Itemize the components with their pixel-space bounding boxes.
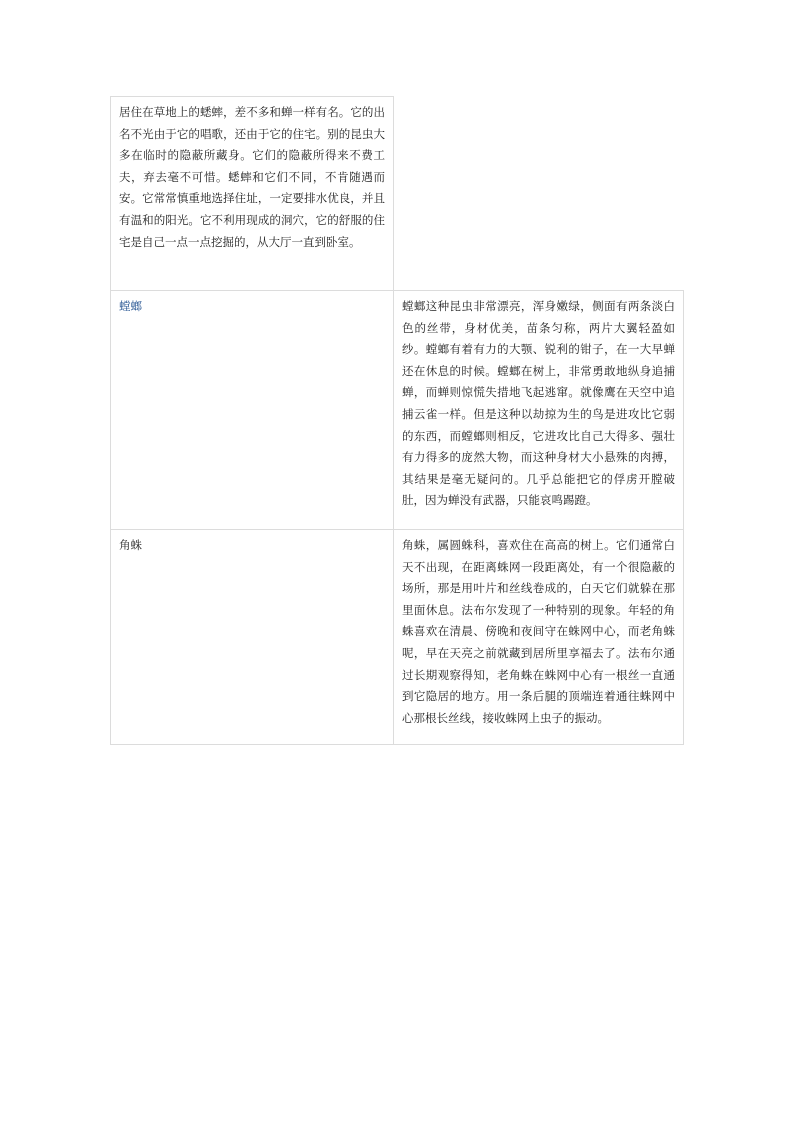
table-cell-spider-description — [393, 529, 684, 745]
mantis-name-link[interactable]: 螳螂 — [119, 299, 142, 313]
table-cell-spider-name — [110, 529, 394, 745]
table-cell-mantis-name — [110, 290, 394, 530]
table-cell-cricket-description — [110, 96, 394, 291]
table-cell-mantis-description — [393, 290, 684, 530]
spider-description-text: 角蛛，属圆蛛科，喜欢住在高高的树上。它们通常白天不出现，在距离蛛网一段距离处，有一个很隐蔽的场所，那是用叶片和丝线卷成的，白天它们就躲在那里面休息。法布尔发现了一种特别的现象。年轻的角蛛喜欢在清晨、傍晚和夜间守在蛛网中心，而老角蛛呢，早在天亮之前就藏到居所里享福去了。法布尔通过长期观察得知，老角蛛在蛛网中心有一根丝一直通到它隐居的地方。用一条后腿的顶端连着通往蛛网中心那根长丝线，接收蛛网上虫子的振动。 — [402, 538, 675, 725]
cricket-description-text: 居住在草地上的蟋蟀，差不多和蝉一样有名。它的出名不光由于它的唱歌，还由于它的住宅。别的昆虫大多在临时的隐蔽所藏身。它们的隐蔽所得来不费工夫，弃去毫不可惜。蟋蟀和它们不同，不肯随遇而安。它常常慎重地选择住址，一定要排水优良，并且有温和的阳光。它不利用现成的洞穴，它的舒服的住宅是自己一点一点挖掘的，从大厅一直到卧室。 — [119, 105, 385, 249]
mantis-description-text: 螳螂这种昆虫非常漂亮，浑身嫩绿，侧面有两条淡白色的丝带，身材优美，苗条匀称，两片大翼轻盈如纱。螳螂有着有力的大颚、锐利的钳子，在一大早蝉还在休息的时候。螳螂在树上，非常勇敢地纵身追捕蝉，而蝉则惊慌失措地飞起逃窜。就像鹰在天空中追捕云雀一样。但是这种以劫掠为生的鸟是进攻比它弱的东西，而螳螂则相反，它进攻比自己大得多、强壮有力得多的庞然大物，而这种身材大小悬殊的肉搏，其结果是毫无疑问的。几乎总能把它的俘虏开膛破肚，因为蝉没有武器，只能哀鸣踢蹬。 — [402, 299, 675, 508]
spider-name-text: 角蛛 — [119, 538, 142, 552]
